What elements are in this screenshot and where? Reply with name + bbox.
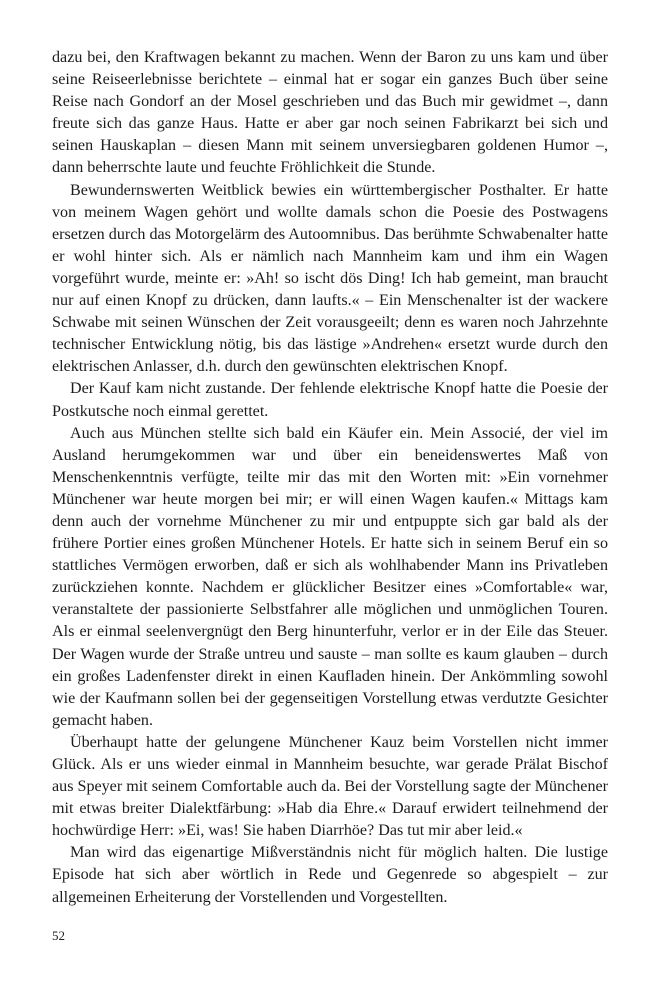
paragraph-3: Der Kauf kam nicht zustande. Der fehlende elektrische Knopf hatte die Poesie der Postkutsche noch einmal gerettet.	[52, 380, 608, 420]
paragraph-6: Man wird das eigenartige Mißverständnis nicht für möglich halten. Die lustige Episode hat sich aber wörtlich in Rede und Gegenrede so abgespielt – zur allgemeinen Erheiterung der Vorstellenden und Vorgestellten.	[52, 844, 608, 906]
paragraph-4: Auch aus München stellte sich bald ein Käufer ein. Mein Associé, der viel im Ausland herumgekommen war und über ein beneidenswertes Maß von Menschenkenntnis verfügte, teilte mir das mit den Worten mit: »Ein vornehmer Münchener war heute morgen bei mir; er will einen Wagen kaufen.« Mittags kam denn auch der vornehme Münchener zu mir und entpuppte sich gar bald als der frühere Portier eines großen Münchener Hotels. Er hatte sich in seinem Beruf ein so stattliches Vermögen erworben, daß er sich als wohlhabender Mann ins Privatleben zurückziehen konnte. Nachdem er glücklicher Besitzer eines »Comfortable« war, veranstaltete der passionierte Selbstfahrer alle möglichen und unmöglichen Touren. Als er einmal seelenvergnügt den Berg hinunterfuhr, verlor er in der Eile das Steuer. Der Wagen wurde der Straße untreu und sauste – man sollte es kaum glauben – durch ein großes Ladenfenster direkt in einen Kaufladen hinein. Der Ankömmling sowohl wie der Kaufmann sollen bei der gegenseitigen Vorstellung etwas verdutzte Gesichter gemacht haben.	[52, 424, 608, 729]
paragraph-5: Überhaupt hatte der gelungene Münchener Kauz beim Vorstellen nicht immer Glück. Als er uns wieder einmal in Mannheim besuchte, war gerade Prälat Bischof aus Speyer mit seinem Comfortable auch da. Bei der Vorstellung sagte der Münchener mit etwas breiter Dialektfärbung: »Hab dia Ehre.« Darauf erwidert teilnehmend der hochwürdige Herr: »Ei, was! Sie haben Diarrhöe? Das tut mir aber leid.«	[52, 733, 608, 840]
paragraph-1: dazu bei, den Kraftwagen bekannt zu machen. Wenn der Baron zu uns kam und über seine Reiseerlebnisse berichtete – einmal hat er sogar ein ganzes Buch über seine Reise nach Gondorf an der Mosel geschrieben und das Buch mir gewidmet –, dann freute sich das ganze Haus. Hatte er aber gar noch seinen Fabrikarzt bei sich und seinen Hauskaplan – diesen Mann mit seinem unversiegbaren goldenen Humor –, dann beherrschte laute und feuchte Fröhlichkeit die Stunde.	[52, 49, 608, 177]
page-body	[52, 47, 608, 909]
paragraph-2: Bewundernswerten Weitblick bewies ein württembergischer Posthalter. Er hatte von meinem Wagen gehört und wollte damals schon die Poesie des Postwagens ersetzen durch das Motorgelärm des Autoomnibus. Das berühmte Schwabenalter hatte er wohl hinter sich. Als er nämlich nach Mannheim kam und ihm ein Wagen vorgeführt wurde, meinte er: »Ah! so ischt dös Ding! Ich hab gemeint, man braucht nur auf einen Knopf zu drücken, dann laufts.« – Ein Menschenalter ist der wackere Schwabe mit seinen Wünschen der Zeit vorausgeeilt; denn es waren noch Jahrzehnte technischer Entwicklung nötig, bis das lästige »Andrehen« ersetzt wurde durch den elektrischen Anlasser, d.h. durch den gewünschten elektrischen Knopf.	[52, 181, 608, 376]
page-number: 52	[52, 928, 65, 943]
